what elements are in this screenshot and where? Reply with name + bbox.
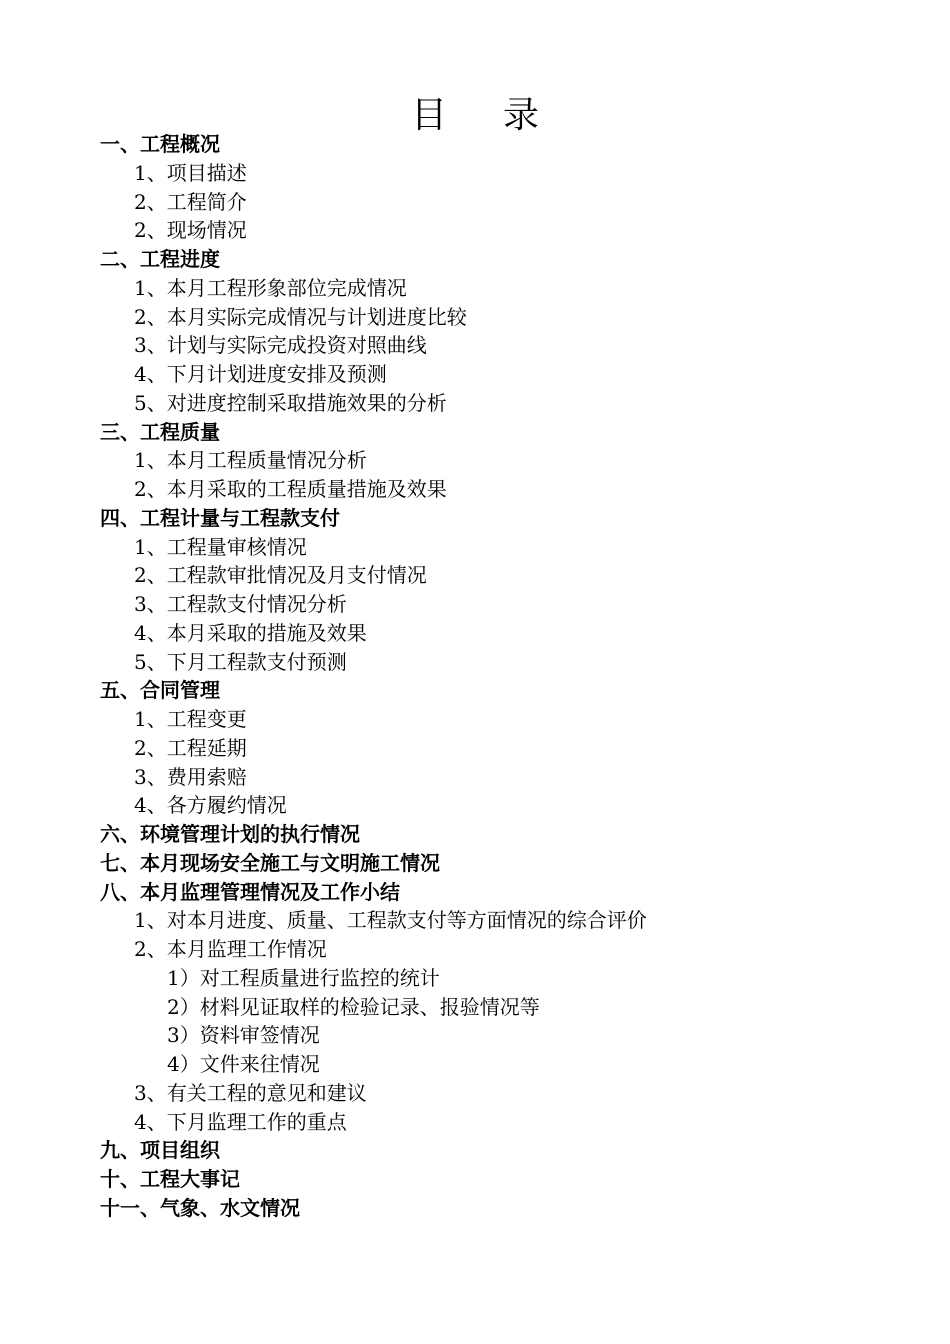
toc-item: 2、本月采取的工程质量措施及效果	[134, 477, 447, 501]
toc-section-heading: 五、合同管理	[100, 678, 220, 703]
toc-section-heading: 八、本月监理管理情况及工作小结	[100, 879, 400, 904]
toc-item: 3、有关工程的意见和建议	[134, 1080, 367, 1105]
toc-section-heading: 九、项目组织	[100, 1138, 220, 1163]
toc-item: 4、下月监理工作的重点	[134, 1109, 347, 1134]
toc-item: 3、计划与实际完成投资对照曲线	[134, 333, 427, 358]
title-char-2: 录	[503, 95, 540, 136]
toc-section-heading: 十、工程大事记	[100, 1167, 240, 1191]
toc-item: 2、本月监理工作情况	[134, 937, 327, 961]
toc-subitem: 2）材料见证取样的检验记录、报验情况等	[167, 994, 540, 1019]
toc-item: 1、对本月进度、质量、工程款支付等方面情况的综合评价	[134, 908, 647, 933]
toc-item: 1、项目描述	[134, 160, 247, 185]
table-of-contents	[0, 130, 950, 1223]
toc-item: 1、工程变更	[134, 707, 247, 731]
toc-item: 2、工程简介	[134, 189, 247, 214]
title-char-1: 目	[410, 95, 447, 136]
toc-item: 4、各方履约情况	[134, 793, 287, 818]
toc-item: 2、现场情况	[134, 218, 247, 243]
toc-item: 5、下月工程款支付预测	[134, 649, 347, 674]
toc-subitem: 1）对工程质量进行监控的统计	[167, 965, 440, 990]
toc-subitem: 4）文件来往情况	[167, 1052, 320, 1076]
toc-item: 1、本月工程形象部位完成情况	[134, 275, 407, 300]
toc-section-heading: 二、工程进度	[100, 247, 220, 271]
toc-item: 2、本月实际完成情况与计划进度比较	[134, 304, 467, 329]
toc-section-heading: 四、工程计量与工程款支付	[100, 505, 340, 530]
toc-item: 2、工程款审批情况及月支付情况	[134, 563, 427, 588]
toc-item: 4、下月计划进度安排及预测	[134, 362, 387, 386]
toc-item: 5、对进度控制采取措施效果的分析	[134, 390, 447, 415]
toc-section-heading: 三、工程质量	[100, 419, 220, 444]
toc-item: 4、本月采取的措施及效果	[134, 620, 367, 645]
toc-subitem: 3）资料审签情况	[167, 1023, 320, 1048]
toc-section-heading: 七、本月现场安全施工与文明施工情况	[100, 850, 440, 875]
toc-item: 1、工程量审核情况	[134, 534, 307, 559]
toc-item: 3、工程款支付情况分析	[134, 592, 347, 616]
toc-section-heading: 一、工程概况	[100, 132, 220, 156]
toc-item: 1、本月工程质量情况分析	[134, 448, 367, 473]
toc-section-heading: 六、环境管理计划的执行情况	[100, 822, 360, 846]
toc-item: 2、工程延期	[134, 735, 247, 760]
toc-item: 3、费用索赔	[134, 764, 247, 789]
toc-section-heading: 十一、气象、水文情况	[100, 1195, 300, 1220]
